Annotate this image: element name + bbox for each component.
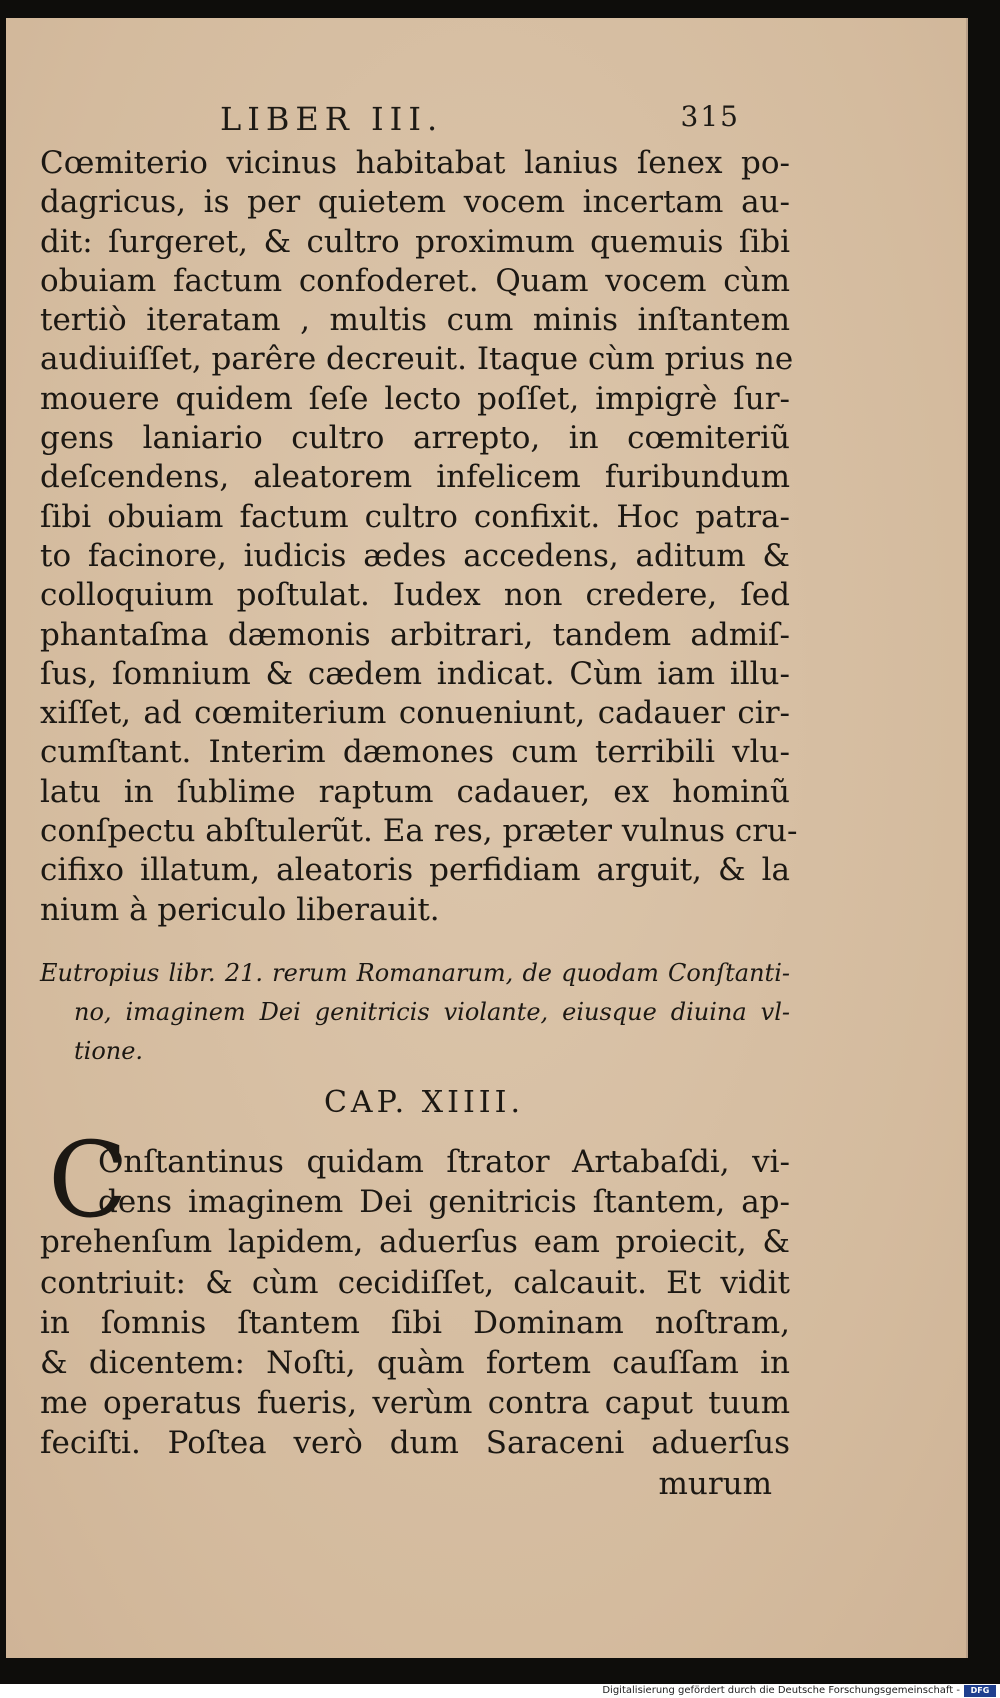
text-line: deſcendens, aleatorem infelicem furibundum <box>40 459 790 496</box>
text-line: in ſomnis ſtantem ſibi Dominam noſtram, <box>40 1304 790 1341</box>
text-line: obuiam factum confoderet. Quam vocem cùm <box>40 262 790 299</box>
text-line: ſus, ſomnium & cædem indicat. Cùm iam illu- <box>40 655 790 692</box>
text-line: tertiò iteratam , multis cum minis inſtantem <box>40 302 790 339</box>
source-note <box>40 954 790 1071</box>
digitization-footer <box>0 1684 1000 1698</box>
text-line: latu in ſublime raptum cadauer, ex hominũ <box>40 773 790 810</box>
footer-credit: Digitalisierung gefördert durch die Deutsche Forschungsgemeinschaft - <box>602 1685 960 1696</box>
main-text-block <box>40 144 798 930</box>
text-line: Onſtantinus quidam ſtrator Artabaſdi, vi- <box>98 1144 790 1180</box>
text-line: Cœmiterio vicinus habitabat lanius ſenex po- <box>40 145 790 181</box>
text-line: conſpectu abſtulerũt. Ea res, præter vulnus cru- <box>40 813 798 850</box>
text-line: xiſſet, ad cœmiterium conueniunt, cadauer cir- <box>40 695 790 732</box>
text-line: me operatus fueris, verùm contra caput tuum <box>40 1385 790 1422</box>
text-line: feciſti. Poſtea verò dum Saraceni aduerſus <box>40 1425 790 1462</box>
note-line: no, imaginem Dei genitricis violante, eiusque diuina vl- <box>74 998 790 1026</box>
text-line: nium à periculo liberauit. <box>40 891 440 928</box>
text-line: to facinore, iudicis ædes accedens, aditum & <box>40 537 790 574</box>
text-line: gens laniario cultro arrepto, in cœmiteriũ <box>40 420 790 457</box>
running-title: LIBER III. <box>220 100 444 138</box>
text-line: & dicentem: Noſti, quàm fortem cauſſam in <box>40 1345 790 1382</box>
drop-capital: C <box>48 1119 128 1241</box>
catchword: murum <box>658 1465 772 1502</box>
text-line: mouere quidem ſeſe lecto poſſet, impigrè ſur- <box>40 380 790 417</box>
text-line: colloquium poſtulat. Iudex non credere, ſed <box>40 577 790 614</box>
chapter-text-block <box>40 1142 790 1504</box>
text-line: cumſtant. Interim dæmones cum terribili vlu- <box>40 734 790 771</box>
note-line: tione. <box>74 1037 144 1065</box>
text-line: audiuiſſet, parêre decreuit. Itaque cùm prius ne <box>40 341 794 378</box>
text-line: phantaſma dæmonis arbitrari, tandem admiſ- <box>40 616 790 653</box>
text-line: dit: ſurgeret, & cultro proximum quemuis ſibi <box>40 223 790 260</box>
text-line: dagricus, is per quietem vocem incertam au- <box>40 184 790 221</box>
dfg-logo-icon: DFG <box>964 1685 996 1697</box>
text-line: prehenſum lapidem, aduerſus eam proiecit, & <box>40 1224 790 1261</box>
running-header <box>220 100 740 140</box>
text-line: ſibi obuiam factum cultro confixit. Hoc patra- <box>40 498 790 535</box>
text-line: contriuit: & cùm cecidiſſet, calcauit. Et vidit <box>40 1264 790 1301</box>
page-number: 315 <box>680 100 740 133</box>
chapter-heading: CAP. XIIII. <box>323 1085 525 1120</box>
text-line: dens imaginem Dei genitricis ſtantem, ap- <box>98 1184 790 1221</box>
note-line: Eutropius libr. 21. rerum Romanarum, de quodam Conſtanti- <box>40 959 790 987</box>
text-line: cifixo illatum, aleatoris perfidiam arguit, & la <box>40 852 790 889</box>
